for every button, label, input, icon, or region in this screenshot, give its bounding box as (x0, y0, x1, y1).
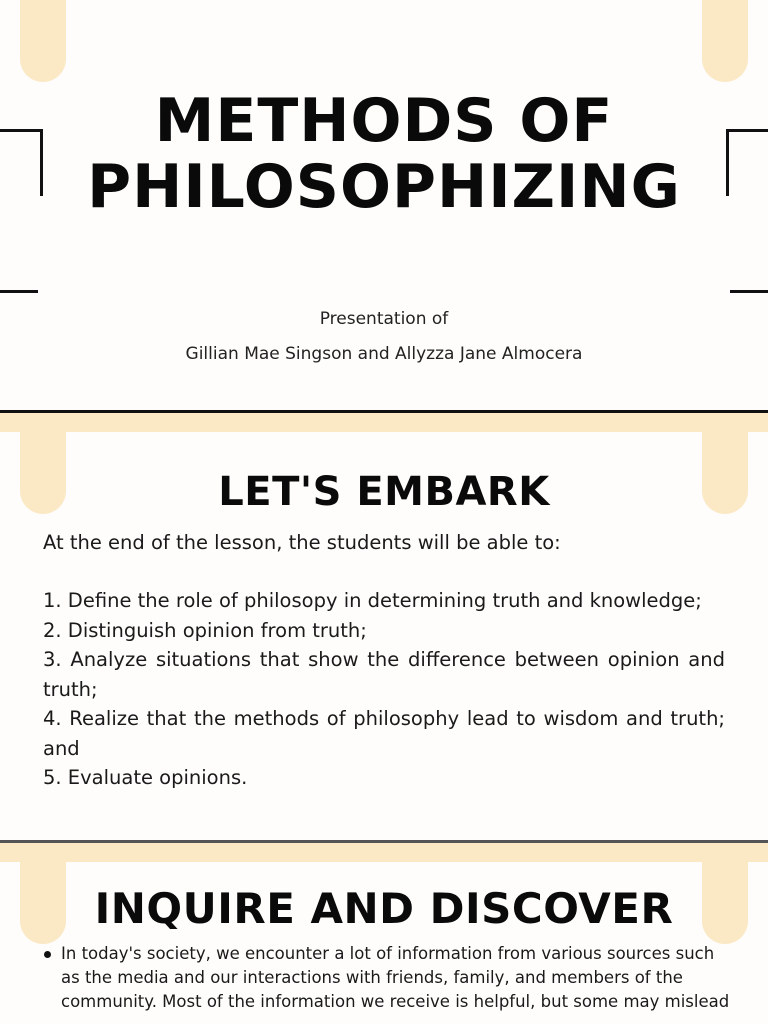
intro-text: At the end of the lesson, the students will be able to: (43, 531, 561, 554)
inquire-slide (0, 862, 768, 1024)
bullet-list (44, 942, 736, 1014)
decorative-tab-left (20, 0, 66, 82)
decorative-bracket-left (0, 129, 43, 196)
list-item: 3. Analyze situations that show the difference between opinion and truth; (43, 648, 725, 701)
bullet-icon (44, 951, 51, 958)
decorative-tab-right (702, 0, 748, 82)
title-slide (0, 0, 768, 410)
objectives-slide (0, 432, 768, 840)
list-item: 4. Realize that the methods of philosophy lead to wisdom and truth; and (43, 707, 725, 760)
decorative-bracket-right (726, 129, 768, 196)
slide-divider (0, 840, 768, 862)
presentation-of-label: Presentation of (319, 309, 449, 329)
list-item: 2. Distinguish opinion from truth; (43, 618, 367, 642)
title-line-2: PHILOSOPHIZING (87, 152, 681, 222)
list-item: 5. Evaluate opinions. (43, 766, 248, 789)
title-line-1: METHODS OF (154, 86, 614, 156)
slide-divider (0, 410, 768, 432)
objectives-list (43, 586, 725, 793)
authors-label: Gillian Mae Singson and Allyzza Jane Almocera (185, 344, 583, 364)
presentation-title (80, 88, 688, 220)
decorative-line-left (0, 290, 38, 293)
decorative-line-right (730, 290, 768, 293)
list-item (44, 942, 736, 1014)
bullet-text: In today's society, we encounter a lot of information from various sources such as the media and our interactions with friends, family, and members of the community. Most of the information we receive is helpful, but some may mislead (61, 944, 730, 1011)
list-item: 1. Define the role of philosopy in determining truth and knowledge; (43, 589, 702, 612)
section-heading: INQUIRE AND DISCOVER (94, 884, 674, 933)
section-heading: LET'S EMBARK (218, 469, 550, 515)
